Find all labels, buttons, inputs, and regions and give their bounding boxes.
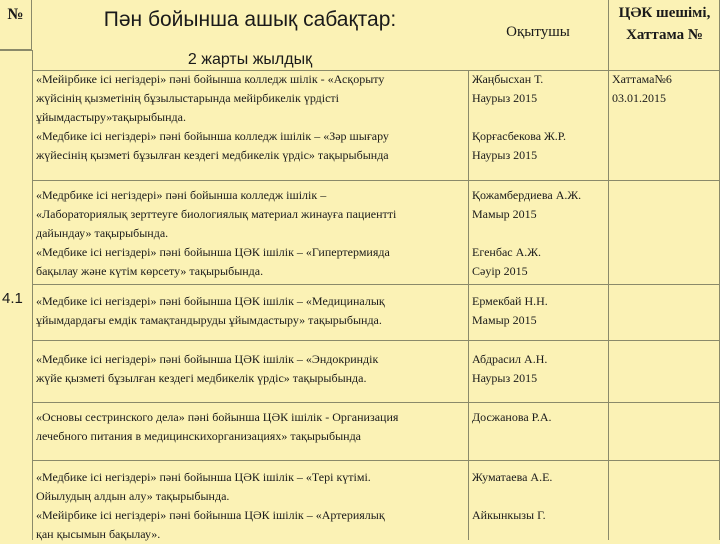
topic-line: ұйымдастыру»тақырыбында. — [36, 110, 186, 124]
teacher-name: Абдрасил А.Н. — [472, 352, 548, 366]
protocol-number: Хаттама№6 — [612, 72, 672, 86]
topic-line: «Лабораториялық зерттеуге биологиялық материал жинауға пациентті — [36, 207, 397, 221]
lesson-topic — [36, 350, 468, 388]
grid-line — [32, 180, 720, 181]
protocol-date: 03.01.2015 — [612, 91, 666, 105]
grid-line — [468, 70, 469, 540]
grid-line — [32, 284, 720, 285]
teacher-date: Мамыр 2015 — [472, 207, 537, 221]
header-decision-line2: Хаттама № — [626, 27, 703, 43]
grid-line — [0, 50, 32, 51]
topic-line: жүйсінің қызметінің бұзылыстарында мейірбикелік үрдісті — [36, 91, 340, 105]
topic-line: «Медрбике ісі негіздері» пәні бойынша колледж ішілік – — [36, 188, 327, 202]
topic-line: жүйе қызметі бұзылған кездегі медбикелік үрдіс» тақырыбында. — [36, 371, 367, 385]
topic-line: қан қысымын бақылау». — [36, 527, 161, 541]
header-decision-line1: ЦӘК шешімі, — [618, 5, 711, 21]
teacher-name: Ермекбай Н.Н. — [472, 294, 548, 308]
lesson-teacher — [472, 408, 606, 427]
lesson-protocol — [612, 70, 718, 108]
lesson-topic — [36, 186, 468, 281]
teacher-date: Наурыз 2015 — [472, 371, 538, 385]
topic-line: «Мейірбике ісі негіздері» пәні бойынша ЦӘК ішілік – «Артериялық — [36, 508, 385, 522]
row-number: 4.1 — [2, 290, 23, 307]
topic-line: «Мейірбике ісі негіздері» пәні бойынша колледж шілік - «Асқорыту — [36, 72, 385, 86]
lesson-teacher — [472, 186, 606, 281]
topic-line: лечебного питания в медицинскихорганизациях» тақырыбында — [36, 429, 362, 443]
lesson-teacher — [472, 350, 606, 388]
teacher-date: Сәуір 2015 — [472, 264, 528, 278]
topic-line: «Медбике ісі негіздері» пәні бойынша ЦӘК ішілік – «Медициналық — [36, 294, 385, 308]
lesson-topic — [36, 70, 468, 165]
grid-line — [32, 402, 720, 403]
grid-line — [32, 50, 33, 540]
lesson-topic — [36, 292, 468, 330]
teacher-date: Наурыз 2015 — [472, 91, 538, 105]
topic-line: «Основы сестринского дела» пәні бойынша ЦӘК ішілік - Организация — [36, 410, 399, 424]
topic-line: жүйесінің қызметі бұзылған кездегі медбикелік үрдіс» тақырыбында — [36, 148, 389, 162]
teacher-name: Досжанова Р.А. — [472, 410, 552, 424]
lesson-topic — [36, 468, 468, 544]
topic-line: «Медбике ісі негіздері» пәні бойынша колледж ішілік – «Зәр шығару — [36, 129, 389, 143]
header-number: № — [0, 0, 32, 50]
topic-line: «Медбике ісі негіздері» пәні бойынша ЦӘК ішілік – «Тері күтімі. — [36, 470, 371, 484]
teacher-name: Жуматаева А.Е. — [472, 470, 553, 484]
topic-line: ұйымдардағы емдік тамақтандыруды ұйымдастыру» тақырыбында. — [36, 313, 382, 327]
header-teacher: Оқытушы — [506, 24, 570, 40]
teacher-name: Қорғасбекова Ж.Р. — [472, 129, 566, 143]
teacher-name: Егенбас А.Ж. — [472, 245, 542, 259]
lesson-teacher — [472, 468, 606, 525]
teacher-name: Жаңбысхан Т. — [472, 72, 544, 86]
lesson-teacher — [472, 292, 606, 330]
grid-line — [32, 460, 720, 461]
lesson-teacher — [472, 70, 606, 165]
grid-line — [608, 0, 609, 540]
semester-label: 2 жарты жылдық — [187, 51, 313, 68]
topic-line: Ойылудың алдын алу» тақырыбында. — [36, 489, 230, 503]
lesson-topic — [36, 408, 468, 446]
teacher-date: Мамыр 2015 — [472, 313, 537, 327]
topic-line: бақылау және күтім көрсету» тақырыбында. — [36, 264, 264, 278]
header-title: Пән бойынша ашық сабақтар: — [103, 8, 397, 31]
teacher-name: Қожамбердиева А.Ж. — [472, 188, 582, 202]
topic-line: дайындау» тақырыбында. — [36, 226, 169, 240]
teacher-name: Айкынкызы Г. — [472, 508, 546, 522]
header-decision — [608, 0, 720, 50]
topic-line: «Медбике ісі негіздері» пәні бойынша ЦӘК ішілік – «Эндокриндік — [36, 352, 379, 366]
grid-line — [32, 340, 720, 341]
teacher-date: Наурыз 2015 — [472, 148, 538, 162]
topic-line: «Медбике ісі негіздері» пәні бойынша ЦӘК ішілік – «Гипертермияда — [36, 245, 390, 259]
